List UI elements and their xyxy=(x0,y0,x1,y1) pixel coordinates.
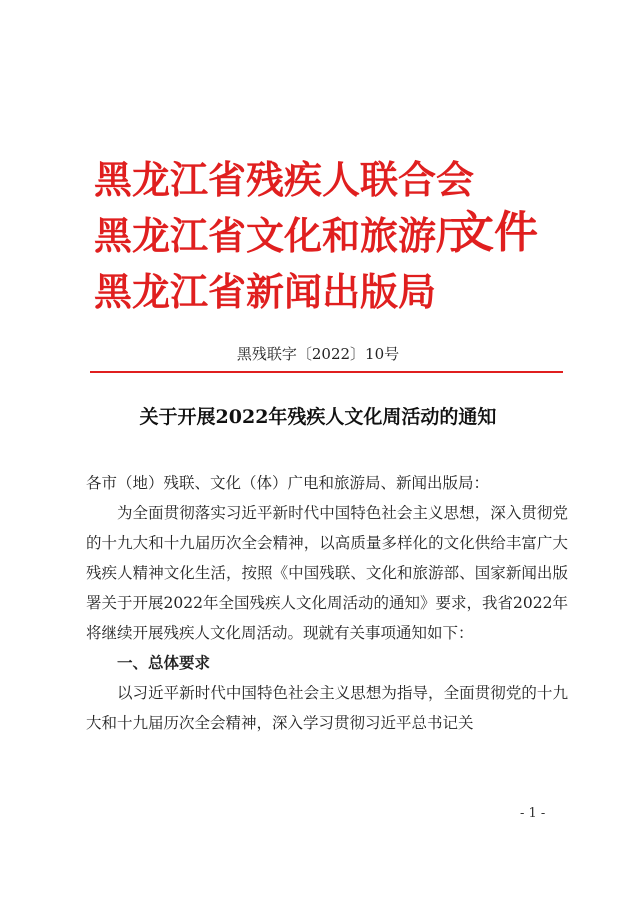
document-type-label: 文件 xyxy=(450,207,538,258)
document-body xyxy=(86,468,568,738)
red-divider-line xyxy=(90,371,563,373)
issuer-press-publication-bureau: 黑龙江省新闻出版局 xyxy=(94,270,437,314)
salutation: 各市（地）残联、文化（体）广电和旅游局、新闻出版局： xyxy=(86,474,490,492)
intro-paragraph: 为全面贯彻落实习近平新时代中国特色社会主义思想，深入贯彻党的十九大和十九届历次全会精神，以高质量多样化的文化供给丰富广大残疾人精神文化生活，按照《中国残联、文化和旅游部、国家新闻出版署关于开展2022年全国残疾人文化周活动的通知》要求，我省2022年将继续开展残疾人文化周活动。现就有关事项通知如下： xyxy=(86,504,568,642)
issuer-disabled-persons-federation: 黑龙江省残疾人联合会 xyxy=(94,158,475,202)
document-title: 关于开展2022年残疾人文化周活动的通知 xyxy=(139,406,497,428)
section-1-paragraph: 以习近平新时代中国特色社会主义思想为指导，全面贯彻党的十九大和十九届历次全会精神，深入学习贯彻习近平总书记关 xyxy=(86,684,568,732)
section-heading-general-requirements: 一、总体要求 xyxy=(117,654,211,672)
page-number: - 1 - xyxy=(520,806,546,821)
document-number: 黑残联字〔2022〕10号 xyxy=(236,345,400,363)
issuer-culture-tourism-department: 黑龙江省文化和旅游厅 xyxy=(94,214,475,258)
